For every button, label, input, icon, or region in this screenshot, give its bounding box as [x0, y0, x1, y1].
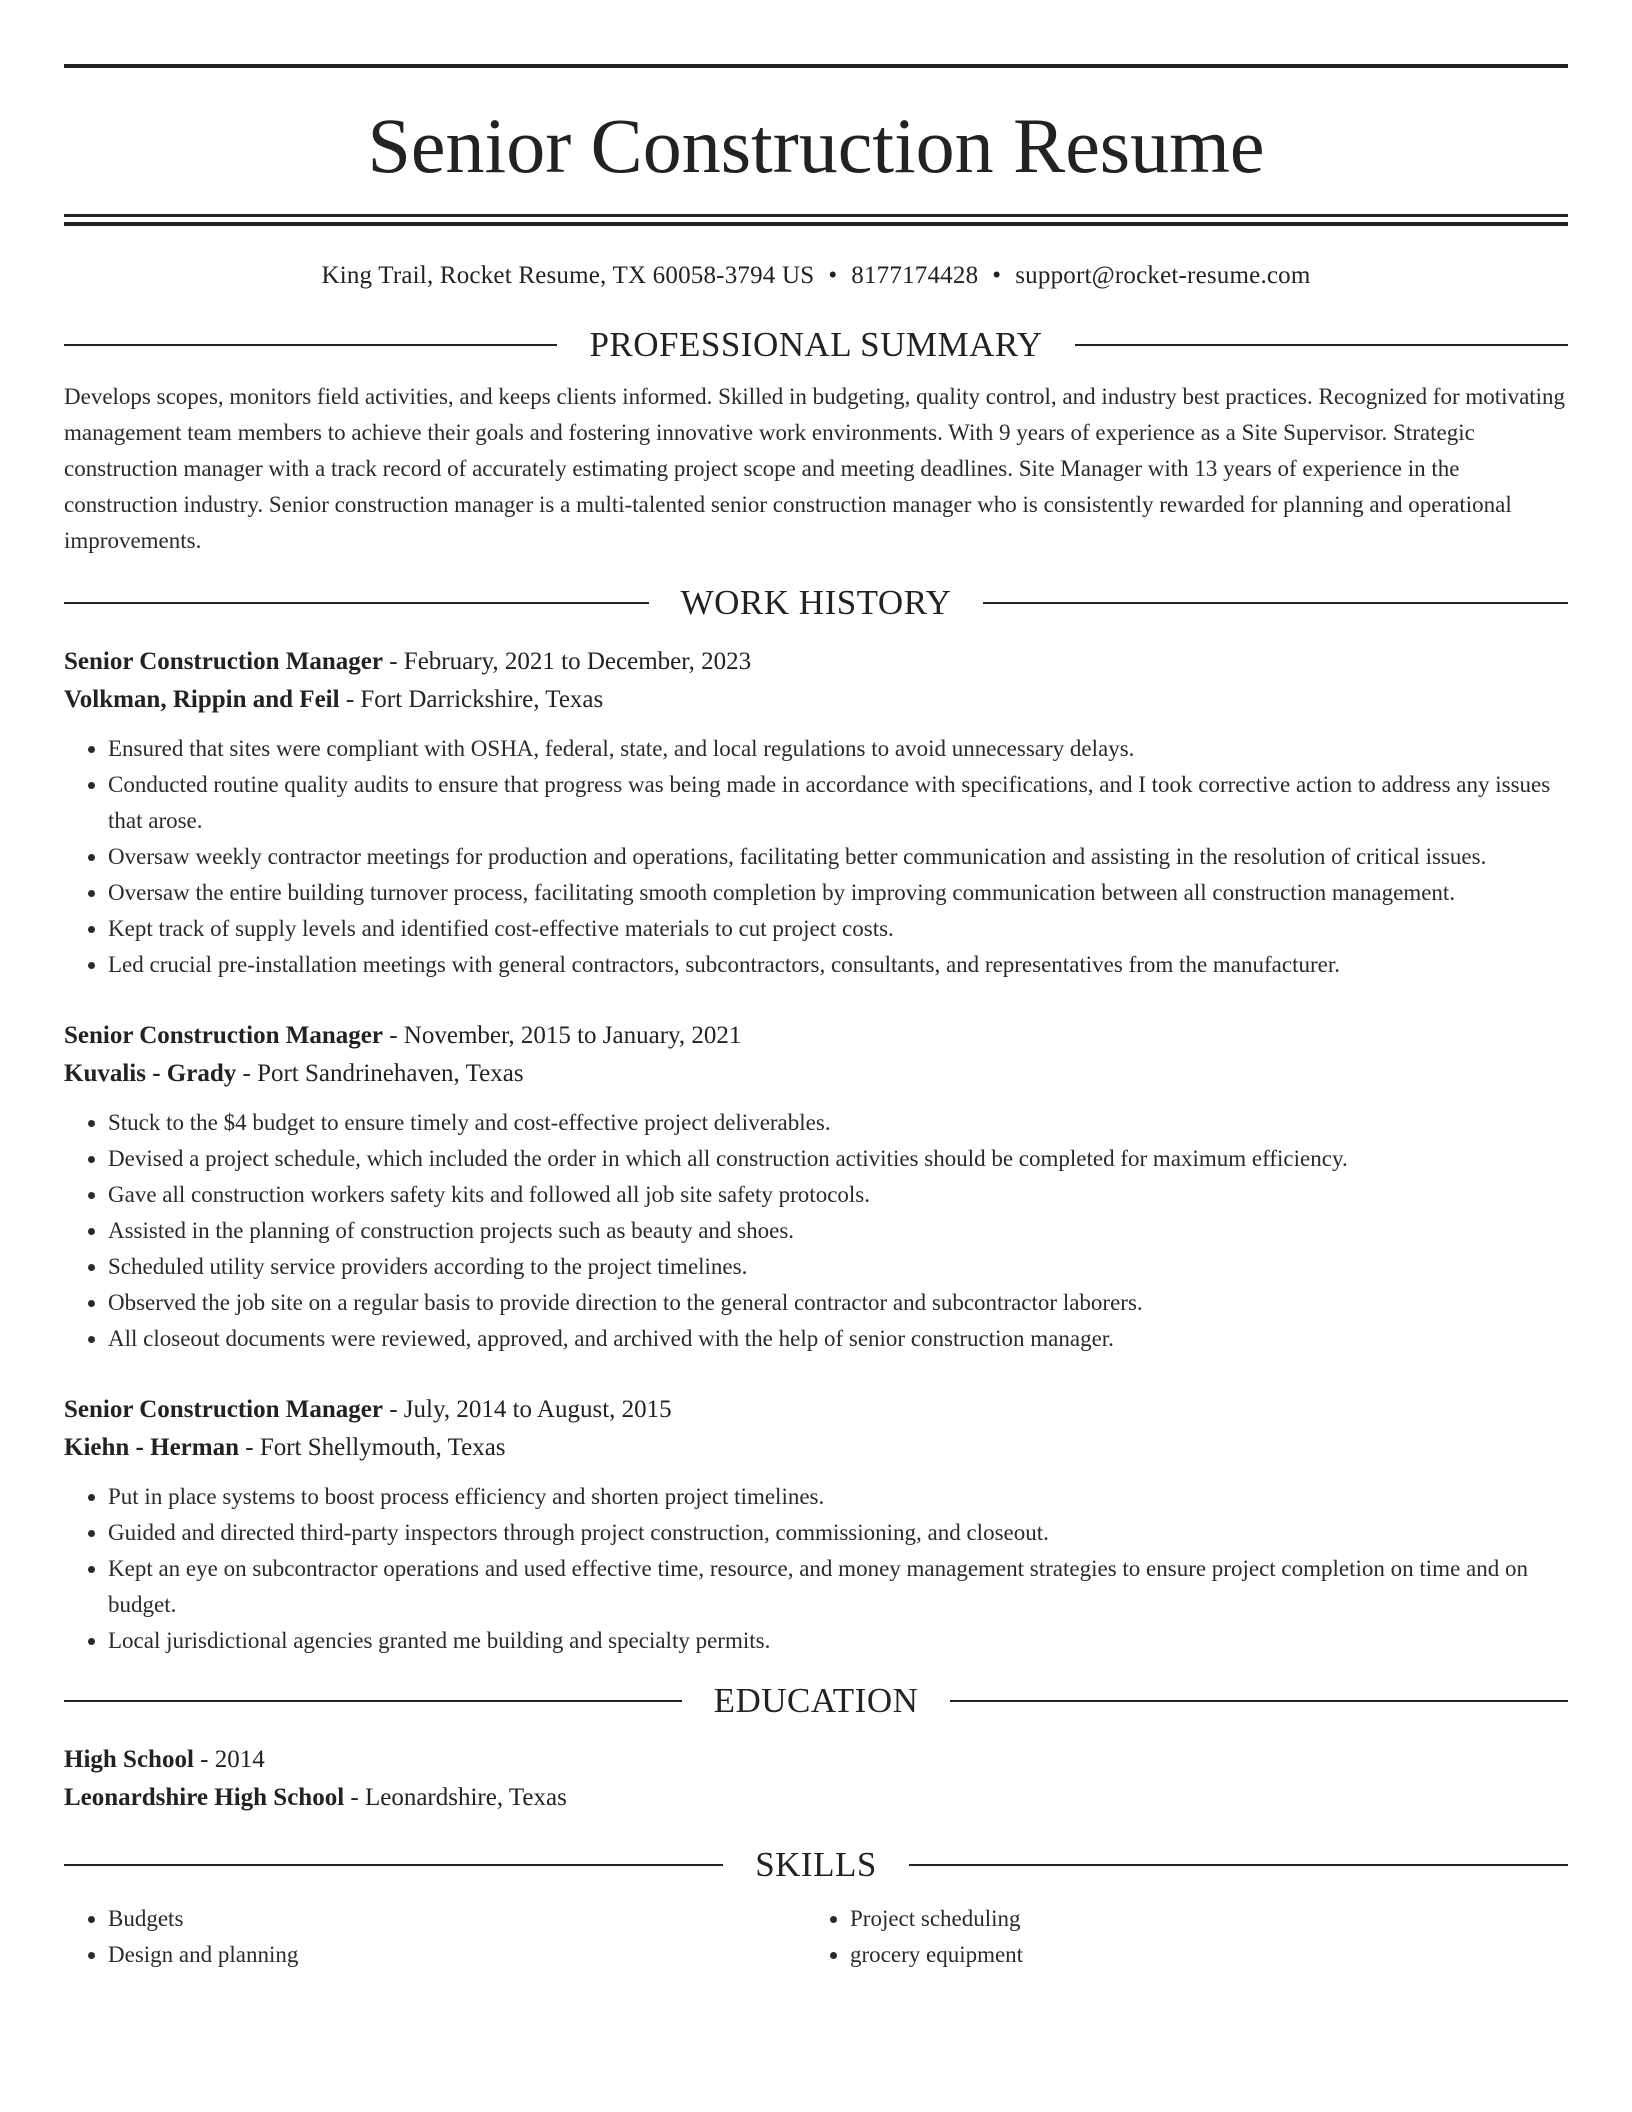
job-location: - Port Sandrinehaven, Texas: [236, 1060, 524, 1087]
job-location: - Fort Shellymouth, Texas: [239, 1434, 506, 1461]
job-bullet: • Local jurisdictional agencies granted me building and specialty permits.: [108, 1623, 1568, 1659]
heading-rule-left: [64, 344, 557, 346]
header-top-rule: [64, 64, 1568, 68]
job-dates: - February, 2021 to December, 2023: [382, 648, 752, 675]
skill-item: • Project scheduling: [850, 1901, 1548, 1937]
job-bullet: • Gave all construction workers safety kits and followed all job site safety protocols.: [108, 1177, 1568, 1213]
job-title: Senior Construction Manager: [64, 1022, 383, 1049]
job-title-line: [64, 1017, 1568, 1055]
job-bullet: • Observed the job site on a regular basis to provide direction to the general contractor and subcontractor laborers.: [108, 1285, 1568, 1321]
job-bullet: • Put in place systems to boost process efficiency and shorten project timelines.: [108, 1479, 1568, 1515]
education-entry: [64, 1741, 1568, 1817]
contact-address: King Trail, Rocket Resume, TX 60058-3794 US: [321, 262, 815, 289]
job-bullets: [64, 731, 1568, 983]
education-year: - 2014: [193, 1746, 265, 1773]
job-company: Kuvalis - Grady: [64, 1060, 237, 1087]
job-bullet: • Oversaw weekly contractor meetings for production and operations, facilitating better communication and assisting in the resolution of critical issues.: [108, 839, 1568, 875]
heading-rule-left: [64, 602, 649, 604]
job-bullets: [64, 1479, 1568, 1659]
skill-item: • grocery equipment: [850, 1937, 1548, 1973]
job-title-line: [64, 643, 1568, 681]
job-location: - Fort Darrickshire, Texas: [339, 686, 604, 713]
job-company: Volkman, Rippin and Feil: [64, 686, 340, 713]
job-bullet: • Led crucial pre-installation meetings with general contractors, subcontractors, consultants, and representatives from the manufacturer.: [108, 947, 1568, 983]
education-school: Leonardshire High School: [64, 1784, 345, 1811]
job-bullet: • Ensured that sites were compliant with OSHA, federal, state, and local regulations to avoid unnecessary delays.: [108, 731, 1568, 767]
job-title-line: [64, 1391, 1568, 1429]
heading-label: PROFESSIONAL SUMMARY: [589, 325, 1043, 364]
contact-separator: •: [992, 262, 1002, 289]
job-bullet: • Oversaw the entire building turnover process, facilitating smooth completion by improving communication between all construction management.: [108, 875, 1568, 911]
job-dates: - July, 2014 to August, 2015: [382, 1396, 672, 1423]
summary-text: Develops scopes, monitors field activities, and keeps clients informed. Skilled in budgeting, quality control, and industry best practices. Recognized for motivating management team members to achieve their goals and fostering innovative work environments. With 9 years of experience as a Site Supervisor. Strategic construction manager with a track record of accurately estimating project scope and meeting deadlines. Site Manager with 13 years of experience in the construction industry. Senior construction manager is a multi-talented senior construction manager who is consistently rewarded for planning and operational improvements.: [64, 384, 1566, 553]
contact-separator: •: [828, 262, 838, 289]
skills-column-right: [806, 1901, 1548, 1973]
job-company-line: [64, 681, 1568, 719]
heading-rule-left: [64, 1864, 723, 1866]
job-bullet: • All closeout documents were reviewed, approved, and archived with the help of senior construction manager.: [108, 1321, 1568, 1357]
job-company-line: [64, 1429, 1568, 1467]
job-entry: [64, 643, 1568, 983]
section-heading-skills: [64, 1843, 1568, 1887]
job-bullet: • Assisted in the planning of construction projects such as beauty and shoes.: [108, 1213, 1568, 1249]
heading-rule-left: [64, 1700, 682, 1702]
education-degree-line: [64, 1741, 1568, 1779]
job-bullet: • Scheduled utility service providers according to the project timelines.: [108, 1249, 1568, 1285]
heading-label: SKILLS: [755, 1845, 877, 1884]
heading-label: WORK HISTORY: [680, 583, 952, 622]
skill-item: • Design and planning: [108, 1937, 806, 1973]
heading-rule-right: [983, 602, 1568, 604]
skills-column-left: [64, 1901, 806, 1973]
header-double-rule: [64, 214, 1568, 226]
section-heading-education: [64, 1679, 1568, 1723]
job-company-line: [64, 1055, 1568, 1093]
education-degree: High School: [64, 1746, 194, 1773]
contact-email: support@rocket-resume.com: [1015, 262, 1311, 289]
job-title: Senior Construction Manager: [64, 1396, 383, 1423]
heading-label: EDUCATION: [713, 1681, 919, 1720]
job-entry: [64, 1391, 1568, 1659]
job-bullet: • Conducted routine quality audits to ensure that progress was being made in accordance with specifications, and I took corrective action to address any issues that arose.: [108, 767, 1568, 839]
education-school-line: [64, 1779, 1568, 1817]
job-bullets: [64, 1105, 1568, 1357]
job-title: Senior Construction Manager: [64, 648, 383, 675]
job-bullet: • Devised a project schedule, which included the order in which all construction activities should be completed for maximum efficiency.: [108, 1141, 1568, 1177]
job-dates: - November, 2015 to January, 2021: [382, 1022, 742, 1049]
skill-item: • Budgets: [108, 1901, 806, 1937]
job-entry: [64, 1017, 1568, 1357]
job-company: Kiehn - Herman: [64, 1434, 239, 1461]
skills-list: [64, 1901, 1568, 1973]
job-bullet: • Kept track of supply levels and identified cost-effective materials to cut project costs.: [108, 911, 1568, 947]
education-location: - Leonardshire, Texas: [344, 1784, 567, 1811]
heading-rule-right: [950, 1700, 1568, 1702]
job-bullet: • Kept an eye on subcontractor operations and used effective time, resource, and money management strategies to ensure project completion on time and on budget.: [108, 1551, 1568, 1623]
contact-phone: 8177174428: [851, 262, 979, 289]
job-bullet: • Guided and directed third-party inspectors through project construction, commissioning, and closeout.: [108, 1515, 1568, 1551]
resume-page: [64, 64, 1568, 1973]
section-heading-work: [64, 581, 1568, 625]
resume-title: Senior Construction Resume: [367, 102, 1265, 189]
contact-line: [64, 259, 1568, 293]
section-heading-summary: [64, 323, 1568, 367]
heading-rule-right: [1075, 344, 1568, 346]
heading-rule-right: [909, 1864, 1568, 1866]
job-bullet: • Stuck to the $4 budget to ensure timely and cost-effective project deliverables.: [108, 1105, 1568, 1141]
